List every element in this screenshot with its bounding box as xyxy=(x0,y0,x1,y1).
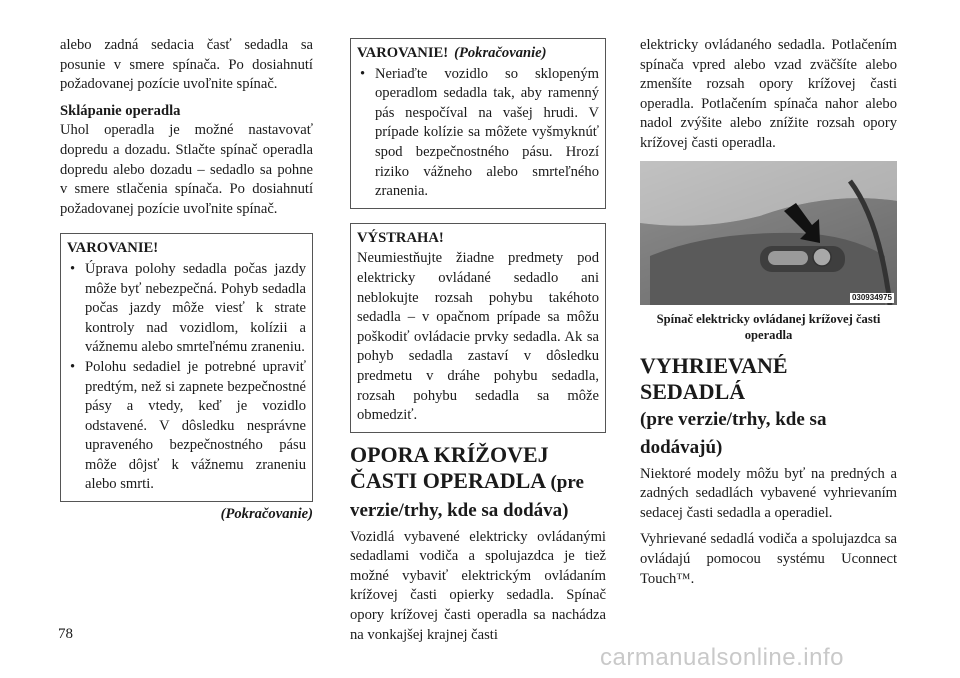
warning-box xyxy=(60,233,313,502)
continued-label: (Pokračovanie) xyxy=(220,506,313,523)
heading-heated-seats xyxy=(640,353,897,461)
backrest-paragraph: Uhol operadla je možné nastavovať dopredu a dozadu. Stlačte spínač operadla dopredu alebo dozadu – sedadlo sa pohne v smere stlačenia spínača. Po dosiahnutí požadovanej pozície uvoľnite spínač. xyxy=(60,122,313,217)
watermark: carmanualsonline.info xyxy=(600,644,844,671)
heading-lumbar-main: OPORA KRÍŽOVEJ ČASTI OPERADLA xyxy=(350,441,549,493)
heading-lumbar-sub: (pre verzie/trhy, kde sa dodáva) xyxy=(350,471,584,521)
lumbar-continued-paragraph: elektricky ovládaného sedadla. Potlačením spínača vpred alebo vzad zväčšíte alebo zmenšíte rozsah opory krížovej časti operadla. Potlačením spínača nahor alebo nadol zvýšite alebo znížite rozsah opory krížovej časti operadla. xyxy=(640,37,897,151)
heated-paragraph-1: Niektoré modely môžu byť na predných a zadných sedadlách vybavené vyhrievaním sedacej časti sedadla a operadiel. xyxy=(640,465,897,521)
heading-heated-main: VYHRIEVANÉ SEDADLÁ xyxy=(640,352,788,404)
column-right xyxy=(640,36,897,596)
figure-code: 030934975 xyxy=(851,292,892,302)
heading-lumbar xyxy=(350,442,606,524)
warning-item: • Polohu sedadiel je potrebné upraviť predtým, než si zapnete bezpečnostné pásy a vtedy, keď je vozidlo odstavené. V dôsledku nesprávne upraveného bezpečnostného pásu môže dôjsť k vážnemu zraneniu alebo smrti. xyxy=(67,358,306,495)
warning-title: VAROVANIE! xyxy=(67,240,159,257)
heated-paragraph-2: Vyhrievané sedadlá vodiča a spolujazdca sa ovládajú pomocou systému Uconnect Touch™. xyxy=(640,531,897,587)
warning-item: • Neriaďte vozidlo so sklopeným operadlom sedadla tak, aby ramenný pás nespočíval na vašej hrudi. V prípade kolízie sa môžete vyšmyknúť spod bezpečnostného pásu. Hrozí riziko vážneho alebo smrteľného zranenia. xyxy=(357,65,599,202)
figure-caption: Spínač elektricky ovládanej krížovej časti operadla xyxy=(656,311,881,342)
warning-item: • Úprava polohy sedadla počas jazdy môže byť nebezpečná. Pohyb sedadla počas jazdy môže viesť k strate kontroly nad vozidlom, kolízii a vážnemu alebo smrteľnému zraneniu. xyxy=(67,260,306,358)
column-middle xyxy=(350,36,606,652)
seat-illustration xyxy=(640,161,897,305)
warning-continued-label: (Pokračovanie) xyxy=(454,45,547,61)
lumbar-switch-photo xyxy=(640,161,897,305)
lumbar-paragraph: Vozidlá vybavené elektricky ovládanými sedadlami vodiča a spolujazdca je tiež možné vybaviť elektrickým ovládaním krížovej časti opierky sedadla. Spínač opory krížovej časti operadla sa nachádza na vonkajšej krajnej časti xyxy=(350,528,606,643)
heading-heated-sub: (pre verzie/trhy, kde sa dodávajú) xyxy=(640,408,827,458)
column-left xyxy=(60,36,313,525)
warning-box-continued xyxy=(350,38,606,209)
caution-title: VÝSTRAHA! xyxy=(357,229,444,246)
intro-paragraph: alebo zadná sedacia časť sedadla sa posunie v smere spínača. Po dosiahnutí požadovanej pozície uvoľnite spínač. xyxy=(60,37,313,93)
caution-box xyxy=(350,223,606,433)
warning-list xyxy=(357,65,599,202)
warning-title: VAROVANIE! xyxy=(357,45,449,61)
subhead-backrest: Sklápanie operadla xyxy=(60,102,181,119)
page-number: 78 xyxy=(58,626,73,642)
caution-text: Neumiestňujte žiadne predmety pod elektricky ovládané sedadlo ani neblokujte rozsah pohybu takéhoto sedadla – v opačnom prípade sa môžu poškodiť ovládacie prvky sedadla. Ak sa pohyb sedadla zastaví v dôsledku predmetu v dráhe pohybu sedadla, rozsah pohybu sedadla sa môže obmedziť. xyxy=(357,250,599,424)
warning-list xyxy=(67,260,306,495)
